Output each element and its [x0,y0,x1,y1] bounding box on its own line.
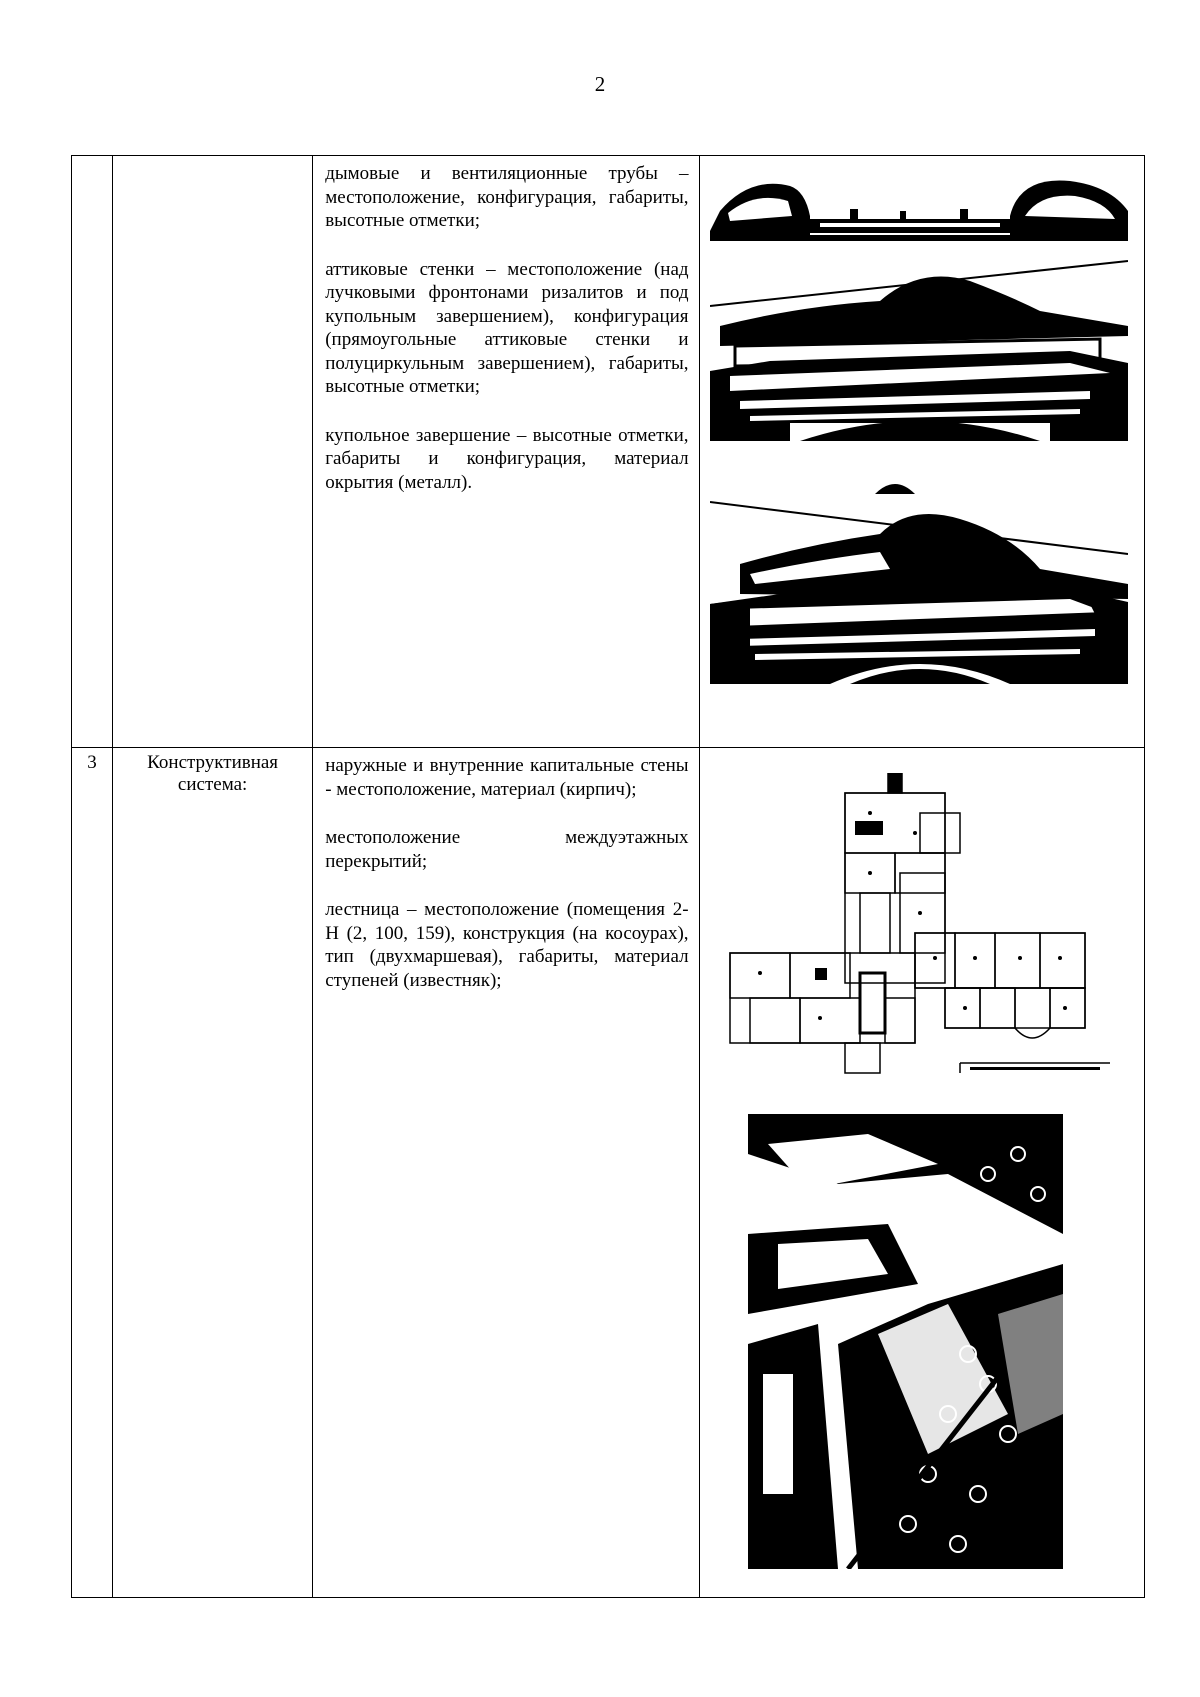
description-paragraph: купольное завершение – высотные отметки, габариты и конфигурация, материал окрытия (металл). [325,424,689,493]
table-row [72,156,1145,748]
description-paragraph: лестница – местоположение (помещения 2-Н (2, 100, 159), конструкция (на косоурах), тип (двухмаршевая), габариты, материал ступеней (известняк); [325,899,689,991]
attic-wall-photo [710,251,1128,441]
table-row [72,748,1145,1598]
document-table [71,155,1145,1598]
row-number [72,156,113,748]
row-number: 3 [72,748,113,1598]
row-images [699,156,1144,748]
description-paragraph: дымовые и вентиляционные трубы – местоположение, конфигурация, габариты, высотные отметки; [325,163,689,231]
row-images [699,748,1144,1598]
floor-plan-drawing [720,773,1120,1103]
page-number: 2 [594,72,606,96]
row-name: Конструктивная система: [113,748,313,1598]
description-paragraph: местоположение междуэтажных перекрытий; [325,827,689,872]
staircase-photo [748,1114,1063,1569]
description-paragraph: наружные и внутренние капитальные стены - местоположение, материал (кирпич); [325,755,689,800]
row-name [113,156,313,748]
dome-photo [710,474,1128,684]
row-description [313,156,699,748]
roofline-photo [710,171,1128,241]
description-paragraph: аттиковые стенки – местоположение (над лучковыми фронтонами ризалитов и под купольным завершением), конфигурация (прямоугольные аттиковые стенки и полуциркульным завершением), габариты, высотные отметки; [325,258,689,397]
row-description [313,748,699,1598]
